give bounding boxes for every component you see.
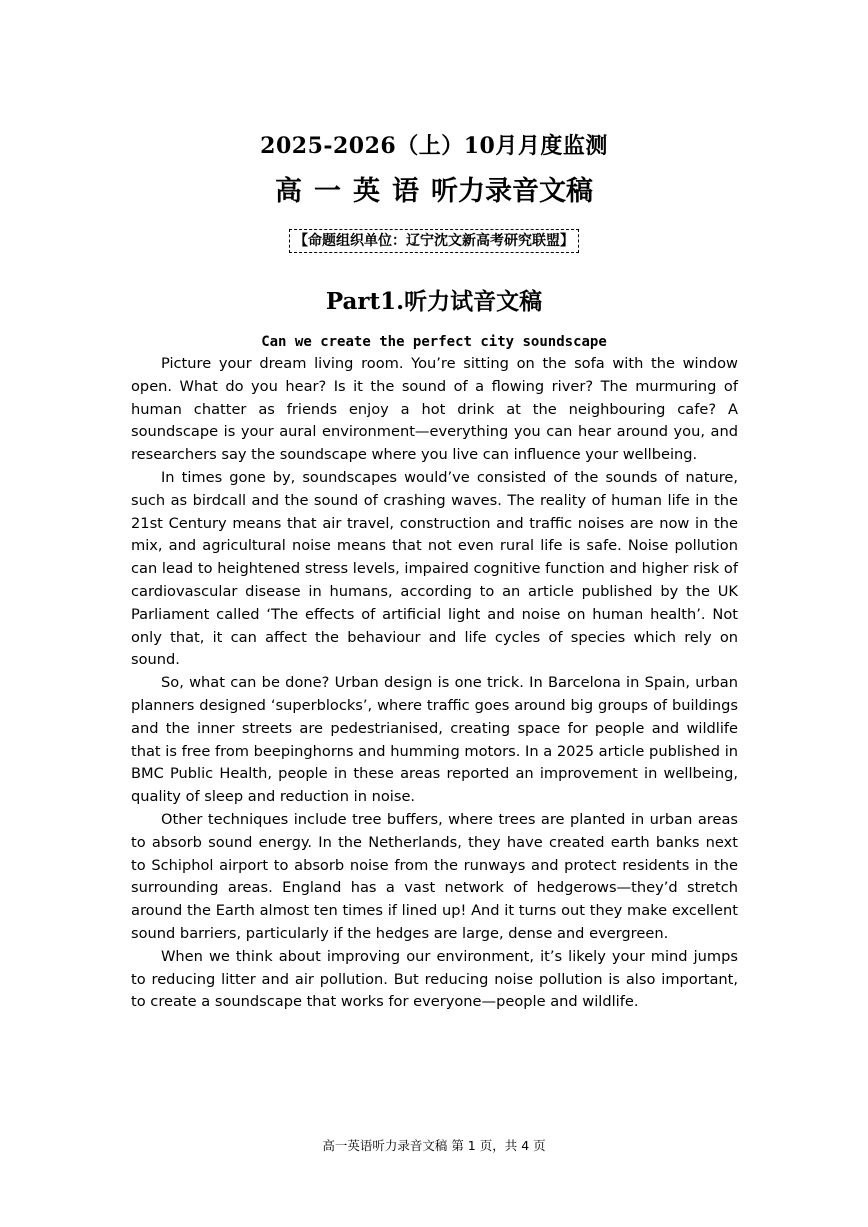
organizer-box: 【命题组织单位：辽宁沈文新高考研究联盟】 [289, 229, 579, 253]
paragraph: Picture your dream living room. You’re sitting on the sofa with the window open. What do you hear? Is it the sound of a flowing river? The murmuring of human chatter as friends enjoy a hot drink at the neighbouring cafe? A soundscape is your aural environment—everything you can hear around you, and researchers say the soundscape where you live can influence your wellbeing. [131, 355, 738, 464]
paragraph: Other techniques include tree buffers, where trees are planted in urban areas to absorb sound energy. In the Netherlands, they have created earth banks next to Schiphol airport to absorb noise from the runways and protect residents in the surrounding areas. England has a vast network of hedgerows—they’d stretch around the Earth almost ten times if lined up! And it turns out they make excellent sound barriers, particularly if the hedges are large, dense and evergreen. [131, 810, 738, 942]
organizer-wrapper [0, 229, 868, 253]
main-title-part: 英 [353, 176, 380, 207]
page-footer: 高一英语听力录音文稿 第 1 页，共 4 页 [322, 1138, 546, 1153]
passage-title: Can we create the perfect city soundscape [261, 334, 607, 350]
main-title-part: 听力录音文稿 [431, 176, 593, 207]
paragraph: When we think about improving our environment, it’s likely your mind jumps to reducing litter and air pollution. But reducing noise pollution is also important, to create a soundscape that works for everyone—people and wildlife. [131, 947, 738, 1011]
passage-body [131, 353, 738, 1014]
main-title-part: 高 [275, 176, 302, 207]
section-heading: Part1.听力试音文稿 [325, 288, 543, 315]
main-title-part: 语 [392, 176, 419, 207]
main-title-part: 一 [314, 176, 341, 207]
main-title [0, 174, 868, 210]
paragraph: So, what can be done? Urban design is one trick. In Barcelona in Spain, urban planners designed ‘superblocks’, where traffic goes around big groups of buildings and the inner streets are pedestrianised, creating space for people and wildlife that is free from beepinghorns and humming motors. In a 2025 article published in BMC Public Health, people in these areas reported an improvement in wellbeing, quality of sleep and reduction in noise. [131, 674, 738, 806]
paragraph: In times gone by, soundscapes would’ve consisted of the sounds of nature, such as birdcall and the sound of crashing waves. The reality of human life in the 21st Century means that air travel, construction and traffic noises are now in the mix, and agricultural noise means that not even rural life is safe. Noise pollution can lead to heightened stress levels, impaired cognitive function and higher risk of cardiovascular disease in humans, according to an article published by the UK Parliament called ‘The effects of artificial light and noise on human health’. Not only that, it can affect the behaviour and life cycles of species which rely on sound. [131, 468, 738, 669]
exam-title: 2025-2026（上）10月月度监测 [260, 133, 608, 159]
